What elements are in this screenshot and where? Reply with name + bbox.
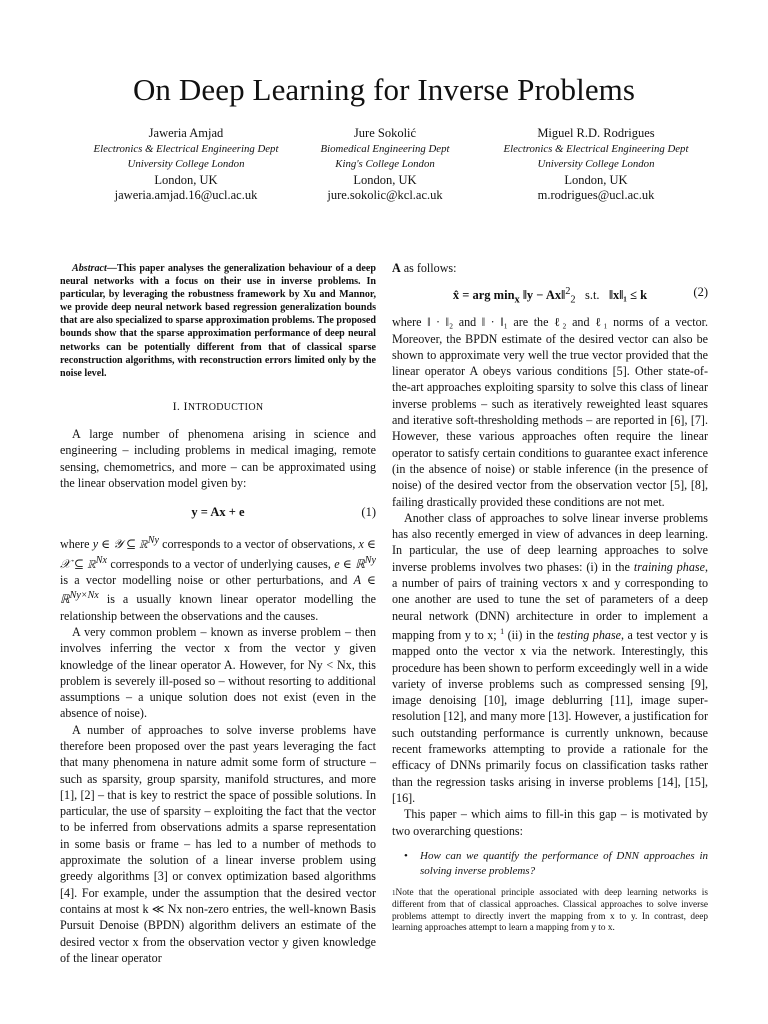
author-affiliation: Electronics & Electrical Engineering Dept	[503, 142, 689, 155]
author-email: m.rodrigues@ucl.ac.uk	[537, 188, 655, 202]
author-name: Jure Sokolić	[353, 126, 417, 140]
equation-1-expression: y = Ax + e	[191, 505, 245, 520]
footnote	[392, 888, 708, 935]
author-location: London, UK	[154, 172, 218, 187]
abstract	[60, 262, 376, 380]
section-title-rest: NTRODUCTION	[187, 401, 264, 413]
question-bullet	[392, 849, 708, 880]
intro-paragraph-5: where ‖ · ‖₂ and ‖ · ‖₁ are the ℓ₂ and ℓ₁ norms of a vector. Moreover, the BPDN estimate of the desired vector can also be shown to approximate very well the true vector provided that the linear operator A obeys various conditions [5]. Other state-of-the-art approaches exploiting sparsity to solve this class of linear inverse problems – such as iteratively reweighted least squares and iterative soft-thresholding methods – are reported in [6], [7]. However, these various approaches often require the linear operator to satisfy certain conditions to guarantee exact inference (in the absence of noise) or stable inference (in the presence of noise) of the desired vector from the observation vector [5], [8], failing drastically provided these conditions are not met.	[392, 315, 708, 509]
section-initial: I	[183, 398, 188, 413]
abstract-text: —This paper analyses the generalization behaviour of a deep neural networks with a focus on their use in inverse problems. In particular, by leveraging the robustness framework by Xu and Mannor, we provide deep neural network based regression generalization bounds that are also specialized to sparse approximation problems. The proposed bounds show that the sparse approximation performance of deep neural networks can be potentially different from that of classical sparse reconstruction algorithms, with reconstruction errors limited only by the noise level.	[60, 263, 376, 379]
author-institution: University College London	[127, 158, 245, 170]
section-heading	[60, 398, 376, 416]
intro-paragraph-1: A large number of phenomena arising in science and engineering – including problems in medical imaging, remote sensing, chemometrics, and more – can be approximated using the linear observation model given by:	[60, 427, 376, 491]
right-column	[392, 260, 708, 880]
abstract-lead: Abstract	[72, 263, 107, 274]
author-block	[466, 126, 726, 204]
author-email: jure.sokolic@kcl.ac.uk	[327, 188, 443, 202]
author-affiliation: Electronics & Electrical Engineering Dept	[93, 142, 279, 155]
bullet-dot: •	[404, 849, 408, 862]
equation-2-expression: x̂ = arg $\min_x$ ‖y − Ax‖$^2_2$ s.t. ‖x‖₁ ≤ k	[452, 286, 648, 306]
question-text: How can we quantify the performance of DNN approaches in solving inverse problems?	[420, 849, 708, 878]
author-affiliation: Biomedical Engineering Dept	[320, 142, 450, 155]
footnote-text: Note that the operational principle associated with deep learning networks is different from that of classical approaches. Classical approaches to solve inverse problems attempt to directly invert the mapping from x to y. In contrast, deep learning approaches attempt to learn a mapping from y to x.	[392, 888, 708, 934]
author-block	[55, 126, 317, 204]
footnote-marker: 1	[500, 626, 505, 636]
equation-2	[392, 280, 708, 308]
author-name: Jaweria Amjad	[148, 126, 224, 140]
author-institution: King's College London	[335, 158, 435, 170]
author-location: London, UK	[564, 172, 628, 187]
intro-paragraph-3: A very common problem – known as inverse problem – then involves inferring the vector x from the vector y given knowledge of the linear operator A. However, for Ny < Nx, this problem is severely ill-posed so – without resorting to additional assumptions – a unique solution does not exist (even in the absence of noise).	[60, 624, 376, 721]
intro-paragraph-4-continued: A as follows:	[392, 261, 457, 275]
equation-1-number: (1)	[361, 505, 376, 520]
author-email: jaweria.amjad.16@ucl.ac.uk	[114, 188, 258, 202]
footnote-number: 1	[392, 889, 396, 897]
left-column	[60, 260, 376, 966]
paper-title: On Deep Learning for Inverse Problems	[132, 72, 636, 107]
intro-paragraph-4: A number of approaches to solve inverse problems have therefore been proposed over the past years leveraging the fact that many phenomena in nature admit some form of structure – such as sparsity, group sparsity, manifold structures, and more [1], [2] – that is key to restrict the space of possible solutions. In particular, the use of sparsity – exploiting the fact that the vector to be inferred from observations admits a sparse representation in some basis or frame – has led to a number of methods to approximate the solution of a linear inverse problem using greedy algorithms [3] or convex optimization based algorithms [4]. For example, under the assumption that the desired vector contains at most k ≪ Nx non-zero entries, the well-known Basis Pursuit Denoise (BPDN) algorithm delivers an estimate of the desired vector x from the observation vector y given knowledge of the linear operator	[60, 722, 376, 965]
intro-paragraph-7: This paper – which aims to fill-in this gap – is motivated by two overarching questions:	[392, 807, 708, 838]
author-location: London, UK	[353, 172, 417, 187]
author-name: Miguel R.D. Rodrigues	[537, 126, 655, 140]
author-institution: University College London	[537, 158, 655, 170]
intro-paragraph-6: Another class of approaches to solve linear inverse problems has also recently emerged in view of advances in deep learning. In particular, the use of deep learning approaches to solve inverse problems involves two phases: (i) in the training phase, a number of pairs of training vectors x and y corresponding to one another are used to tune the set of parameters of a deep neural network (DNN) architecture in order to implement a mapping from y to x; $^1$ (ii) in the testing phase, a test vector y is mapped onto the vector x via the network. Interestingly, this procedure has been shown to perform exceedingly well in a wide variety of inverse problems such as compressed sensing [9], image denoising [10], image deblurring [11], image super-resolution [12], and many more [13]. However, a justification for such outstanding performance is currently unknown, because recent frameworks attempting to provide a rationale for the efficacy of DNNs primarily focus on classification tasks rather than the regression tasks arising in inverse problems [14], [15], [16].	[392, 510, 708, 805]
equation-1	[60, 500, 376, 524]
section-numeral: I.	[172, 398, 181, 413]
author-block	[300, 126, 470, 204]
intro-paragraph-2: where y ∈ 𝒴 ⊆ ℝ$^{Ny}$ corresponds to a vector of observations, x ∈ 𝒳 ⊆ ℝ$^{Nx}$ corresponds to a vector of underlying causes, e ∈ ℝ$^{Ny}$ is a vector modelling noise or other perturbations, and A ∈ ℝ$^{Ny\times Nx}$ is a usually known linear operator modelling the relationship between the observations and the causes.	[60, 535, 377, 623]
equation-2-number: (2)	[693, 285, 708, 300]
